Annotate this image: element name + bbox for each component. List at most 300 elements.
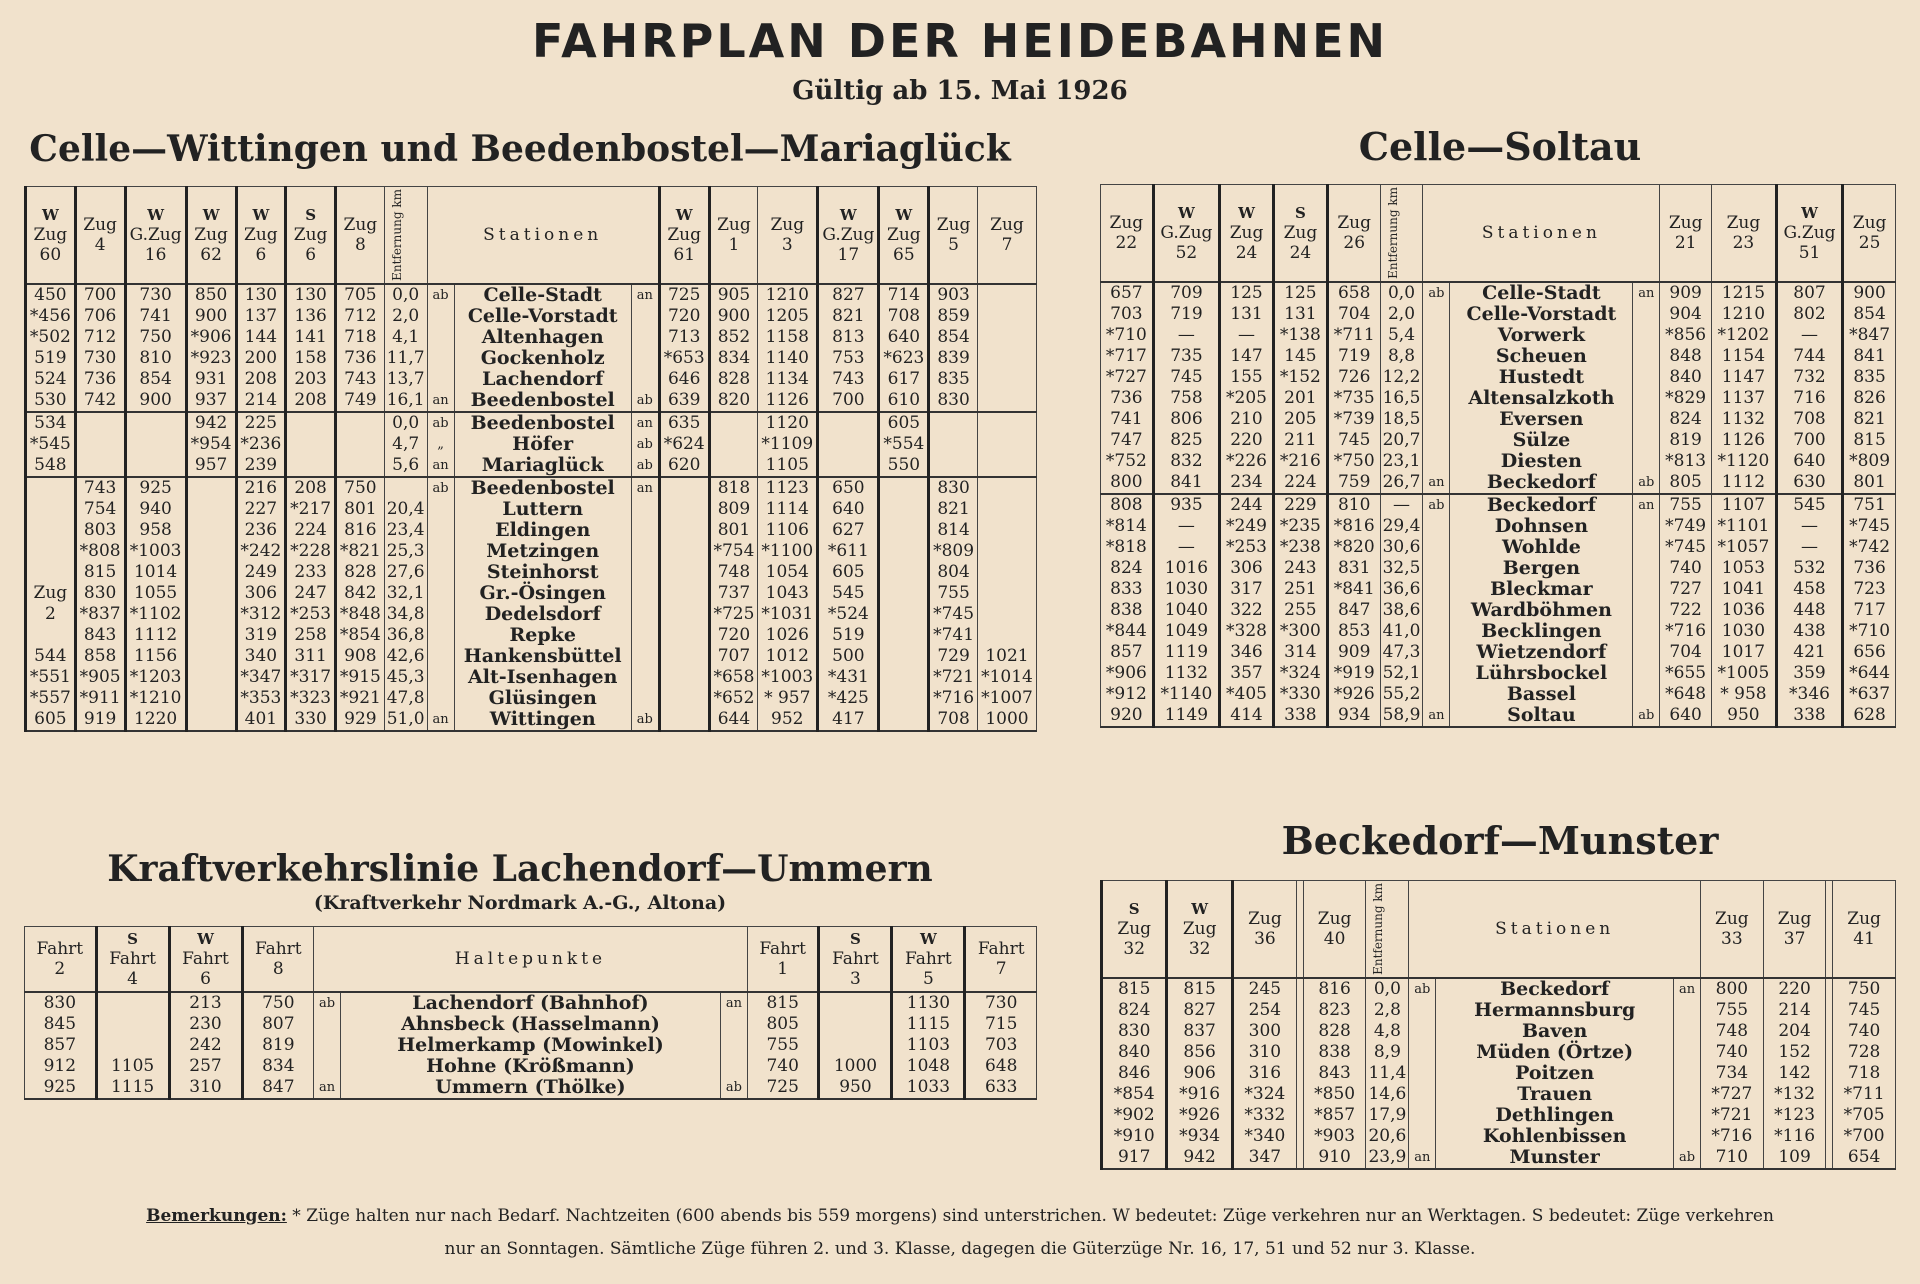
time-cell: 201 <box>1273 388 1327 409</box>
time-cell: 314 <box>1273 642 1327 663</box>
station-name: Dohnsen <box>1450 516 1633 537</box>
time-cell: *906 <box>1101 663 1154 684</box>
train-header-part: Zug <box>1852 212 1887 233</box>
time-cell: 858 <box>75 646 125 667</box>
time-cell <box>125 455 186 477</box>
train-header-part: Zug <box>887 224 921 245</box>
time-cell <box>186 562 236 583</box>
direction-mark <box>1674 1063 1701 1084</box>
time-cell: *954 <box>186 434 236 455</box>
station-name: Scheuen <box>1450 346 1633 367</box>
station-header: Stationen <box>427 187 659 284</box>
time-cell <box>75 412 125 434</box>
time-cell: 1126 <box>1711 430 1776 451</box>
train-header-part: 1 <box>777 959 789 979</box>
time-cell: 2 <box>26 604 76 625</box>
time-cell: *545 <box>26 434 76 455</box>
time-cell: 708 <box>1776 409 1842 430</box>
station-name: Poitzen <box>1436 1063 1674 1084</box>
time-cell: 306 <box>1220 558 1274 579</box>
time-cell: 820 <box>709 390 758 412</box>
time-cell: *1003 <box>758 667 818 688</box>
direction-mark <box>427 604 454 625</box>
time-cell <box>977 348 1036 369</box>
time-cell: 748 <box>709 562 758 583</box>
train-header-part: S <box>850 930 861 948</box>
time-cell: *745 <box>929 604 978 625</box>
time-cell: 650 <box>818 477 879 499</box>
direction-mark <box>427 541 454 562</box>
time-cell: 255 <box>1273 600 1327 621</box>
station-name: Beedenbostel <box>454 477 631 499</box>
time-cell: 715 <box>965 1014 1037 1035</box>
time-cell: 646 <box>659 369 709 390</box>
time-cell: 758 <box>1153 388 1219 409</box>
remarks-line2: nur an Sonntagen. Sämtliche Züge führen 2. und 3. Klasse, dagegen die Güterzüge Nr. 16, 17, 51 und 52 nur 3. Klasse. <box>444 1239 1476 1259</box>
time-cell: 1036 <box>1711 600 1776 621</box>
km-header-text: Entfernung km <box>1385 187 1400 279</box>
train-header-part: 6 <box>200 969 211 989</box>
time-cell: 719 <box>1153 304 1219 325</box>
station-name: Becklingen <box>1450 621 1633 642</box>
time-cell <box>75 434 125 455</box>
direction-mark <box>1423 430 1450 451</box>
time-cell: 736 <box>75 369 125 390</box>
time-cell: *323 <box>286 688 336 709</box>
time-cell: 815 <box>75 562 125 583</box>
time-cell: 839 <box>929 348 978 369</box>
time-cell: 712 <box>75 327 125 348</box>
time-cell: 322 <box>1220 600 1274 621</box>
time-cell: 137 <box>236 306 286 327</box>
document-title: FAHRPLAN DER HEIDEBAHNEN <box>531 14 1389 68</box>
time-cell <box>929 412 978 434</box>
train-header <box>1711 185 1776 282</box>
time-cell: 1014 <box>125 562 186 583</box>
direction-mark <box>631 625 659 646</box>
time-cell: *235 <box>1273 516 1327 537</box>
train-header <box>929 187 978 284</box>
time-cell: 859 <box>929 306 978 327</box>
direction-mark: ab <box>1633 472 1660 494</box>
time-cell: 841 <box>1843 346 1896 367</box>
time-cell: 740 <box>1660 558 1712 579</box>
station-name: Celle-Stadt <box>454 284 631 306</box>
time-cell: 925 <box>125 477 186 499</box>
time-cell: 830 <box>1102 1021 1167 1042</box>
time-cell <box>1296 1084 1303 1105</box>
time-cell: 1021 <box>977 646 1036 667</box>
time-cell: *919 <box>1327 663 1380 684</box>
time-cell: 742 <box>75 390 125 412</box>
time-cell: *242 <box>236 541 286 562</box>
train-header-part: 7 <box>1001 234 1013 255</box>
time-cell: 856 <box>1167 1042 1232 1063</box>
time-cell: 519 <box>26 348 76 369</box>
train-header <box>96 927 169 993</box>
time-cell: 1215 <box>1711 282 1776 304</box>
time-cell <box>659 477 709 499</box>
direction-mark <box>1423 346 1450 367</box>
station-name: Lührsbockel <box>1450 663 1633 684</box>
distance-cell: 45,3 <box>384 667 427 688</box>
time-cell: *710 <box>1843 621 1896 642</box>
time-cell: 740 <box>747 1056 819 1077</box>
distance-cell: 38,6 <box>1380 600 1423 621</box>
time-cell <box>879 562 929 583</box>
direction-mark <box>1423 663 1450 684</box>
time-cell: 843 <box>1303 1063 1366 1084</box>
train-header-part: Zug <box>770 214 805 235</box>
time-cell: 257 <box>169 1056 242 1077</box>
time-cell: *750 <box>1327 451 1380 472</box>
time-cell: *611 <box>818 541 879 562</box>
train-header <box>125 187 186 284</box>
time-cell: 1137 <box>1711 388 1776 409</box>
train-header-part: 61 <box>673 244 696 265</box>
distance-cell: 36,8 <box>384 625 427 646</box>
station-name: Beckedorf <box>1436 978 1674 1000</box>
distance-cell: 0,0 <box>384 412 427 434</box>
time-cell <box>977 390 1036 412</box>
train-header-part: 7 <box>995 959 1007 979</box>
time-cell: 534 <box>26 412 76 434</box>
train-header-part: W <box>895 205 913 224</box>
time-cell: 1017 <box>1711 642 1776 663</box>
time-cell: *727 <box>1101 367 1154 388</box>
time-cell: *911 <box>75 688 125 709</box>
time-cell <box>1296 1063 1303 1084</box>
time-cell: 1112 <box>125 625 186 646</box>
direction-mark <box>1633 642 1660 663</box>
distance-cell: 32,5 <box>1380 558 1423 579</box>
time-cell: 338 <box>1776 705 1842 727</box>
time-cell: *347 <box>236 667 286 688</box>
direction-mark <box>1423 642 1450 663</box>
time-cell: *346 <box>1776 684 1842 705</box>
time-cell: 704 <box>1660 642 1712 663</box>
time-cell: 1030 <box>1153 579 1219 600</box>
direction-mark <box>1674 1021 1701 1042</box>
time-cell: 227 <box>236 499 286 520</box>
station-name: Trauen <box>1436 1084 1674 1105</box>
time-cell: 755 <box>1701 1000 1764 1021</box>
time-cell: 630 <box>1776 472 1842 494</box>
time-cell: 818 <box>709 477 758 499</box>
time-cell: 825 <box>1153 430 1219 451</box>
direction-mark <box>427 625 454 646</box>
time-cell: 448 <box>1776 600 1842 621</box>
time-cell: 1115 <box>96 1077 169 1099</box>
direction-mark <box>1633 600 1660 621</box>
train-header-part: 6 <box>305 244 317 265</box>
time-cell <box>125 434 186 455</box>
time-cell: 640 <box>879 327 929 348</box>
km-header-text: Entfernung km <box>1371 883 1386 975</box>
time-cell: 845 <box>25 1014 97 1035</box>
celle-wittingen-timetable <box>24 186 1037 732</box>
train-header-part: Zug <box>1668 212 1703 233</box>
time-cell: 906 <box>1167 1063 1232 1084</box>
time-cell: 819 <box>1660 430 1712 451</box>
direction-mark <box>427 646 454 667</box>
time-cell: 300 <box>1232 1021 1296 1042</box>
time-cell: *749 <box>1660 516 1712 537</box>
time-cell: 229 <box>1273 494 1327 516</box>
direction-mark <box>1409 1000 1436 1021</box>
direction-mark <box>1633 684 1660 705</box>
station-name: Bergen <box>1450 558 1633 579</box>
time-cell: 640 <box>818 499 879 520</box>
time-cell: 852 <box>709 327 758 348</box>
time-cell: 234 <box>1220 472 1274 494</box>
time-cell: 243 <box>1273 558 1327 579</box>
time-cell: *1100 <box>758 541 818 562</box>
train-header-part: 4 <box>94 234 106 255</box>
time-cell: 421 <box>1776 642 1842 663</box>
time-cell: 717 <box>1843 600 1896 621</box>
direction-mark <box>1409 1021 1436 1042</box>
train-header-part: W <box>1177 203 1195 222</box>
time-cell <box>709 412 758 434</box>
time-cell: *841 <box>1327 579 1380 600</box>
time-cell: *1109 <box>758 434 818 455</box>
time-cell: 216 <box>236 477 286 499</box>
time-cell <box>286 434 336 455</box>
time-cell: *300 <box>1273 621 1327 642</box>
distance-cell: 11,4 <box>1366 1063 1409 1084</box>
time-cell: 130 <box>286 284 336 306</box>
time-cell: *324 <box>1273 663 1327 684</box>
time-cell: 550 <box>879 455 929 477</box>
time-cell: 1120 <box>758 412 818 434</box>
station-name: Helmerkamp (Mowinkel) <box>341 1035 721 1056</box>
time-cell: 935 <box>1153 494 1219 516</box>
station-name: Alt-Isenhagen <box>454 667 631 688</box>
time-cell: 1106 <box>758 520 818 541</box>
time-cell <box>1826 1126 1833 1147</box>
time-cell <box>659 667 709 688</box>
time-cell: 141 <box>286 327 336 348</box>
time-cell: *926 <box>1327 684 1380 705</box>
time-cell: 1205 <box>758 306 818 327</box>
kraftverkehr-subtitle: (Kraftverkehr Nordmark A.-G., Altona) <box>313 892 727 914</box>
km-header <box>1380 185 1423 282</box>
time-cell <box>977 327 1036 348</box>
station-name: Baven <box>1436 1021 1674 1042</box>
train-header-part: Zug <box>1715 908 1749 929</box>
time-cell: * 957 <box>758 688 818 709</box>
time-cell: 1000 <box>819 1056 892 1077</box>
distance-cell: 20,4 <box>384 499 427 520</box>
time-cell: 347 <box>1232 1147 1296 1169</box>
time-cell <box>818 434 879 455</box>
time-cell <box>286 455 336 477</box>
train-header-part: 51 <box>1798 242 1821 263</box>
distance-cell: 34,8 <box>384 604 427 625</box>
time-cell: 704 <box>1327 304 1380 325</box>
time-cell: 729 <box>929 646 978 667</box>
direction-mark <box>1633 304 1660 325</box>
direction-mark <box>1633 663 1660 684</box>
time-cell: 310 <box>1232 1042 1296 1063</box>
train-header-part: 32 <box>1188 938 1211 959</box>
train-header-part: 4 <box>127 969 138 989</box>
time-cell <box>659 625 709 646</box>
train-header-part: 37 <box>1783 928 1806 949</box>
time-cell: 802 <box>1776 304 1842 325</box>
train-header <box>818 187 879 284</box>
train-header <box>236 187 286 284</box>
direction-mark <box>631 667 659 688</box>
train-header-part: Zug <box>33 224 68 245</box>
distance-cell: 16,1 <box>384 390 427 412</box>
time-cell: *739 <box>1327 409 1380 430</box>
direction-mark <box>314 1035 341 1056</box>
time-cell <box>26 477 76 499</box>
station-name: Altensalzkoth <box>1450 388 1633 409</box>
time-cell: 816 <box>1303 978 1366 1000</box>
train-header-part: Fahrt <box>832 949 879 969</box>
time-cell: *637 <box>1843 684 1896 705</box>
time-cell: 736 <box>1101 388 1154 409</box>
time-cell: 258 <box>286 625 336 646</box>
time-cell: 208 <box>286 477 336 499</box>
time-cell <box>1826 1105 1833 1126</box>
time-cell: 311 <box>286 646 336 667</box>
time-cell: 741 <box>1101 409 1154 430</box>
distance-cell: 23,9 <box>1366 1147 1409 1169</box>
time-cell: 842 <box>336 583 385 604</box>
station-name: Beckedorf <box>1450 472 1633 494</box>
time-cell: *1203 <box>125 667 186 688</box>
train-header-part: Zug <box>194 224 228 245</box>
direction-mark: an <box>1423 472 1450 494</box>
direction-mark <box>1409 1063 1436 1084</box>
time-cell: 850 <box>186 284 236 306</box>
train-header-part: S <box>1128 899 1140 918</box>
train-header-part: Fahrt <box>254 939 302 959</box>
time-cell: 330 <box>286 709 336 731</box>
time-cell: *721 <box>929 667 978 688</box>
time-cell: *405 <box>1220 684 1274 705</box>
time-cell: *725 <box>709 604 758 625</box>
time-cell <box>977 499 1036 520</box>
time-cell: 338 <box>1273 705 1327 727</box>
station-name: Altenhagen <box>454 327 631 348</box>
time-cell: 125 <box>1273 282 1327 304</box>
time-cell: 242 <box>169 1035 242 1056</box>
time-cell: 735 <box>1153 346 1219 367</box>
time-cell: *742 <box>1843 537 1896 558</box>
time-cell: 745 <box>1833 1000 1896 1021</box>
station-name: Munster <box>1436 1147 1674 1169</box>
train-header-part: 36 <box>1254 928 1276 949</box>
train-header-part: 1 <box>728 234 740 255</box>
time-cell: 828 <box>336 562 385 583</box>
train-header <box>1843 185 1896 282</box>
station-name: Celle-Vorstadt <box>1450 304 1633 325</box>
direction-mark <box>427 688 454 709</box>
time-cell: 1053 <box>1711 558 1776 579</box>
time-cell: 753 <box>818 348 879 369</box>
time-cell: 832 <box>1153 451 1219 472</box>
time-cell: 830 <box>929 477 978 499</box>
time-cell: *808 <box>75 541 125 562</box>
train-header-part: W <box>202 205 220 224</box>
time-cell: 950 <box>1711 705 1776 727</box>
time-cell: *926 <box>1167 1105 1232 1126</box>
time-cell: 1132 <box>1153 663 1219 684</box>
direction-mark: ab <box>720 1077 747 1099</box>
distance-cell: 52,1 <box>1380 663 1423 684</box>
time-cell: 414 <box>1220 705 1274 727</box>
time-cell <box>659 541 709 562</box>
direction-mark <box>1423 388 1450 409</box>
distance-cell: 27,6 <box>384 562 427 583</box>
distance-cell: 14,6 <box>1366 1084 1409 1105</box>
time-cell <box>977 541 1036 562</box>
time-cell: 801 <box>1843 472 1896 494</box>
time-cell <box>879 541 929 562</box>
time-cell: *1102 <box>125 604 186 625</box>
time-cell: 605 <box>818 562 879 583</box>
time-cell: 656 <box>1843 642 1896 663</box>
time-cell <box>96 1014 169 1035</box>
time-cell: 745 <box>1327 430 1380 451</box>
time-cell <box>186 604 236 625</box>
time-cell: 847 <box>242 1077 314 1099</box>
time-cell: 700 <box>1776 430 1842 451</box>
direction-mark <box>631 646 659 667</box>
time-cell: 745 <box>1153 367 1219 388</box>
direction-mark <box>631 369 659 390</box>
time-cell: *332 <box>1232 1105 1296 1126</box>
time-cell: 1103 <box>892 1035 965 1056</box>
time-cell: 131 <box>1273 304 1327 325</box>
time-cell: 130 <box>236 284 286 306</box>
train-header <box>286 187 336 284</box>
time-cell: 722 <box>1660 600 1712 621</box>
time-cell <box>879 667 929 688</box>
time-cell: 942 <box>186 412 236 434</box>
time-cell <box>659 646 709 667</box>
train-header-part: 33 <box>1721 928 1743 949</box>
direction-mark: ab <box>1674 1147 1701 1169</box>
train-header-part: 62 <box>200 244 222 265</box>
time-cell: 450 <box>26 284 76 306</box>
time-cell: *814 <box>1101 516 1154 537</box>
time-cell: 545 <box>818 583 879 604</box>
time-cell: 828 <box>1303 1021 1366 1042</box>
direction-mark: ab <box>1633 705 1660 727</box>
time-cell: 245 <box>1232 978 1296 1000</box>
train-header-part: 6 <box>255 244 267 265</box>
distance-cell: 11,7 <box>384 348 427 369</box>
celle-wittingen-title: Celle—Wittingen und Beedenbostel—Mariaglück <box>29 128 1011 170</box>
time-cell: 925 <box>25 1077 97 1099</box>
train-header-part: Zug <box>1283 222 1318 243</box>
time-cell: 1107 <box>1711 494 1776 516</box>
time-cell <box>977 369 1036 390</box>
time-cell: *1031 <box>758 604 818 625</box>
direction-mark: ab <box>1409 978 1436 1000</box>
time-cell: 958 <box>125 520 186 541</box>
time-cell: 109 <box>1763 1147 1826 1169</box>
train-header-part: 40 <box>1323 928 1346 949</box>
time-cell: 204 <box>1763 1021 1826 1042</box>
time-cell <box>1826 1084 1833 1105</box>
